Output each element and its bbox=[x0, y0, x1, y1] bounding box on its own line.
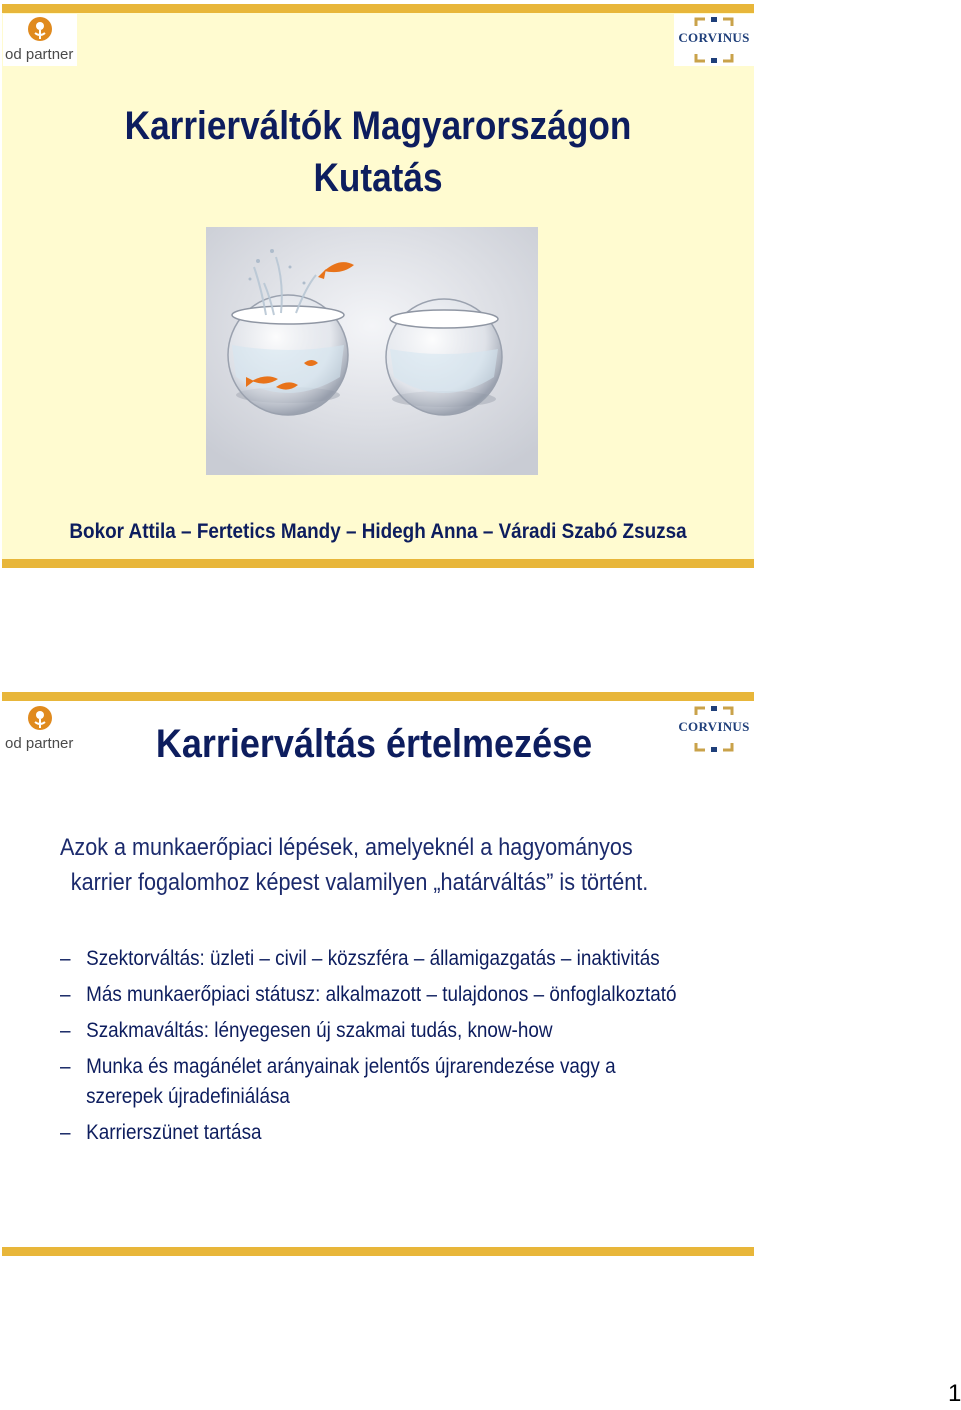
od-partner-logo-text: od partner bbox=[5, 46, 74, 63]
authors-line: Bokor Attila – Fertetics Mandy – Hidegh Anna – Váradi Szabó Zsuzsa bbox=[69, 520, 687, 543]
title-line-1: Karrierváltók Magyarországon bbox=[124, 104, 632, 148]
od-partner-logo bbox=[3, 14, 77, 66]
slide-top-bar bbox=[2, 692, 754, 701]
list-item bbox=[60, 1052, 680, 1112]
corvinus-logo-text: CORVINUS bbox=[678, 30, 750, 45]
bullet-dash: – bbox=[60, 947, 71, 970]
list-item-text: Karrierszünet tartása bbox=[86, 1121, 262, 1144]
slide-bottom-bar bbox=[2, 559, 754, 568]
slide-bottom-bar bbox=[2, 1247, 754, 1256]
list-item bbox=[60, 944, 744, 974]
slide-title bbox=[2, 4, 754, 568]
list-item bbox=[60, 1016, 744, 1046]
title-line-2: Kutatás bbox=[313, 156, 443, 200]
page-number: 1 bbox=[948, 1380, 961, 1407]
od-partner-emblem-icon bbox=[27, 16, 53, 42]
bullet-dash: – bbox=[60, 983, 71, 1006]
bullet-list bbox=[60, 944, 744, 1154]
slide-title-heading bbox=[47, 100, 709, 204]
slide-definition bbox=[2, 692, 754, 1256]
definition-line-1: Azok a munkaerőpiaci lépések, amelyeknél a hagyományos bbox=[60, 834, 633, 861]
slide-top-bar bbox=[2, 4, 754, 13]
list-item-text: Más munkaerőpiaci státusz: alkalmazott – tulajdonos – önfoglalkoztató bbox=[86, 983, 677, 1006]
bullet-dash: – bbox=[60, 1055, 71, 1078]
definition-line-2: karrier fogalomhoz képest valamilyen „határváltás” is történt. bbox=[70, 869, 649, 896]
od-partner-logo-text: od partner bbox=[5, 735, 74, 752]
fishbowl-photo bbox=[206, 227, 538, 475]
corvinus-logo bbox=[674, 14, 754, 66]
list-item bbox=[60, 1118, 744, 1148]
list-item-text: Szektorváltás: üzleti – civil – közszféra – államigazgatás – inaktivitás bbox=[86, 947, 660, 970]
list-item bbox=[60, 980, 744, 1010]
definition-paragraph bbox=[60, 830, 672, 900]
bullet-dash: – bbox=[60, 1019, 71, 1042]
slide-heading: Karrierváltás értelmezése bbox=[155, 722, 593, 766]
list-item-text: Szakmaváltás: lényegesen új szakmai tudás, know-how bbox=[86, 1019, 553, 1042]
list-item-text: Munka és magánélet arányainak jelentős újrarendezése vagy a szerepek újradefiniálása bbox=[86, 1055, 616, 1108]
bullet-dash: – bbox=[60, 1121, 71, 1144]
corvinus-logo-text: CORVINUS bbox=[678, 719, 750, 734]
